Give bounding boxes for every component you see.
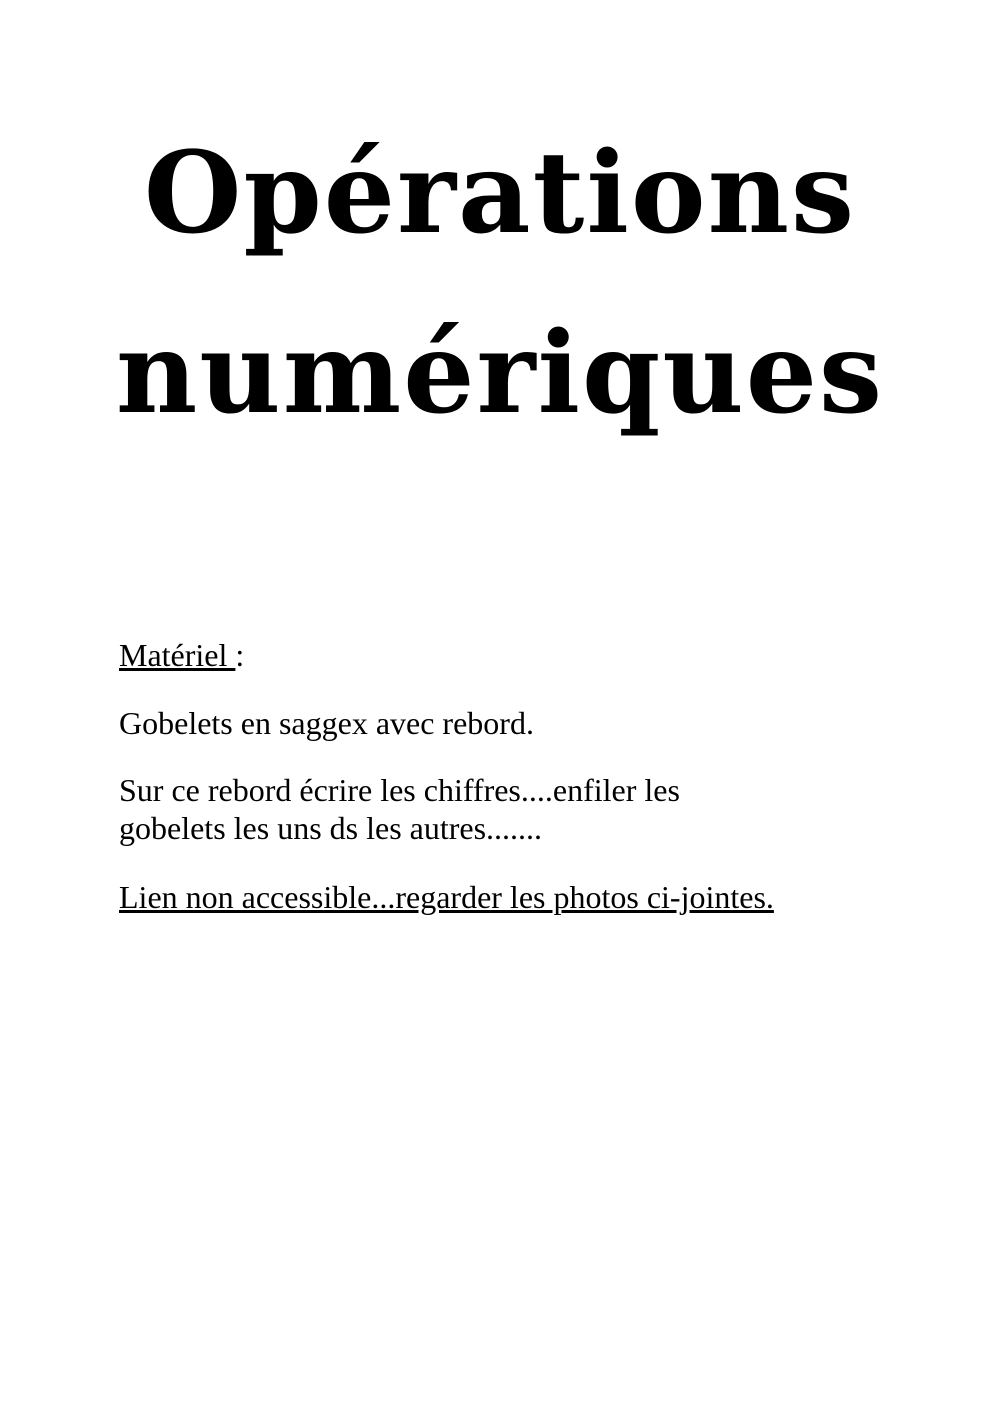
link-notice: Lien non accessible...regarder les photos ci-jointes. xyxy=(119,879,774,915)
paragraph-gobelets: Gobelets en saggex avec rebord. xyxy=(119,705,534,741)
title-line-1: Opérations xyxy=(143,128,857,259)
materiel-label: Matériel xyxy=(119,637,236,673)
materiel-colon: : xyxy=(235,637,245,673)
title-line-2: numériques xyxy=(115,308,885,439)
materiel-heading xyxy=(119,636,879,674)
paragraph-rebord-line-2: gobelets les uns ds les autres....... xyxy=(119,810,543,846)
paragraph-rebord-line-1: Sur ce rebord écrire les chiffres....enfiler les xyxy=(119,772,680,808)
paragraph-rebord xyxy=(119,771,879,847)
